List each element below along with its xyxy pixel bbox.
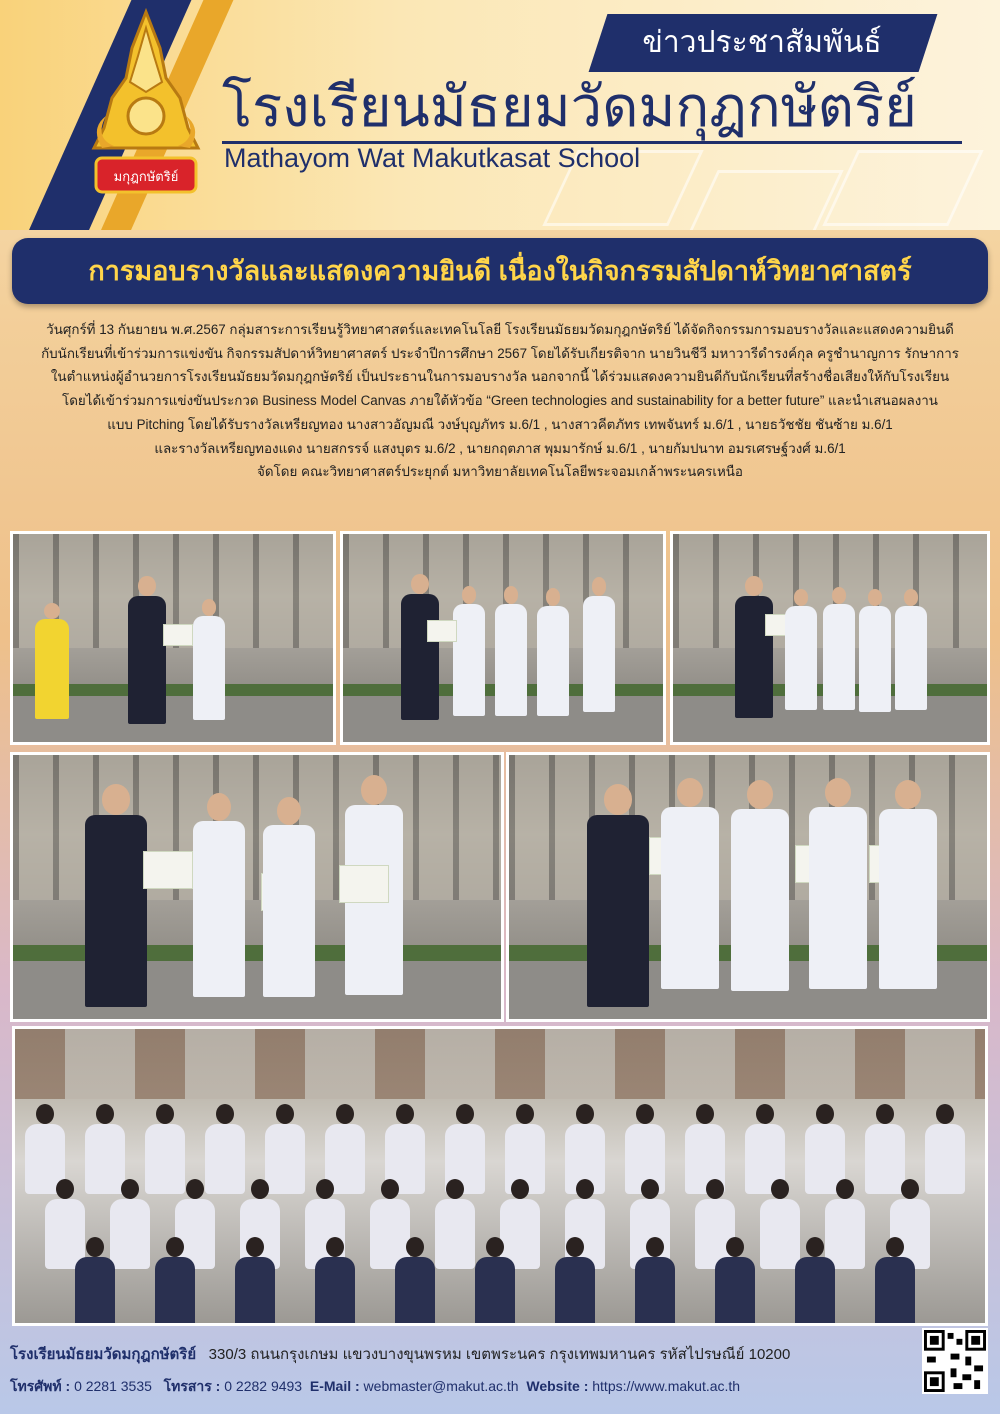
header (0, 0, 1000, 230)
title-banner (12, 238, 988, 304)
phone-label: โทรศัพท์ : (10, 1378, 71, 1394)
fax-number: 0 2282 9493 (224, 1378, 303, 1394)
body-line: และรางวัลเหรียญทองแดง นายสกรรจ์ แสงบุตร ม.6/2 , นายกฤตภาส พุมมารักษ์ ม.6/1 , นายกัมปนาท อมรเศรษฐ์วงศ์ ม.6/1 (154, 440, 846, 456)
fax-label: โทรสาร : (163, 1378, 221, 1394)
school-name-thai: โรงเรียนมัธยมวัดมกุฎกษัตริย์ (222, 75, 917, 138)
hexagon-decoration (822, 150, 983, 226)
crest-label: มกุฎกษัตริย์ (113, 169, 179, 184)
event-photo (10, 531, 336, 745)
email-label: E-Mail : (309, 1378, 360, 1394)
body-line: โดยได้เข้าร่วมการแข่งขันประกวด Business Model Canvas ภายใต้หัวข้อ “Green technologies and sustainability for a better future” และนำเสนอผลงาน (62, 393, 938, 409)
event-photo (506, 752, 990, 1022)
event-photo (340, 531, 666, 745)
tagline: ข่าวประชาสัมพันธ์ (642, 26, 882, 59)
hexagon-decoration (682, 170, 843, 230)
footer-address (10, 1342, 790, 1366)
body-line: กับนักเรียนที่เข้าร่วมการแข่งขัน กิจกรรมสัปดาห์วิทยาศาสตร์ ประจำปีการศึกษา 2567 โดยได้รับเกียรติจาก นายวินชีวี มหาวารีดำรงค์กุล ครูชำนาญการ รักษาการ (41, 345, 959, 361)
event-photo (10, 752, 504, 1022)
group-photo (12, 1026, 988, 1326)
footer-address-text: 330/3 ถนนกรุงเกษม แขวงบางขุนพรหม เขตพระนคร กรุงเทพมหานคร รหัสไปรษณีย์ 10200 (208, 1346, 791, 1363)
school-crest-icon (80, 8, 212, 206)
footer-contacts (10, 1376, 740, 1398)
footer-school-name: โรงเรียนมัธยมวัดมกุฎกษัตริย์ (10, 1346, 197, 1363)
phone-number: 0 2281 3535 (74, 1378, 152, 1394)
body-line: แบบ Pitching โดยได้รับรางวัลเหรียญทอง นางสาวอัญมณี วงษ์บุญภัทร ม.6/1 , นางสาวคีตภัทร เทพจันทร์ ม.6/1 , นายธวัชชัย ชันซ้าย ม.6/1 (107, 416, 893, 432)
qr-code-icon[interactable] (922, 1328, 988, 1394)
page-title: การมอบรางวัลและแสดงความยินดี เนื่องในกิจกรรมสัปดาห์วิทยาศาสตร์ (88, 256, 912, 286)
body-line: ในตำแหน่งผู้อำนวยการโรงเรียนมัธยมวัดมกุฎกษัตริย์ เป็นประธานในการมอบรางวัล นอกจากนี้ ได้ร่วมแสดงความยินดีกับนักเรียนที่สร้างชื่อเสียงให้กับโรงเรียน (50, 369, 950, 385)
body-line: วันศุกร์ที่ 13 กันยายน พ.ศ.2567 กลุ่มสาระการเรียนรู้วิทยาศาสตร์และเทคโนโลยี โรงเรียนมัธยมวัดมกุฎกษัตริย์ ได้จัดกิจกรรมการมอบรางวัลและแสดงความยินดี (46, 322, 954, 337)
website-label: Website : (526, 1378, 589, 1394)
school-name-english: Mathayom Wat Makutkasat School (224, 143, 641, 173)
website-link[interactable]: https://www.makut.ac.th (592, 1378, 741, 1394)
email-link[interactable]: webmaster@makut.ac.th (363, 1378, 519, 1394)
event-photo (670, 531, 990, 745)
body-line: จัดโดย คณะวิทยาศาสตร์ประยุกต์ มหาวิทยาลัยเทคโนโลยีพระจอมเกล้าพระนครเหนือ (257, 464, 743, 480)
article-body (10, 318, 990, 484)
